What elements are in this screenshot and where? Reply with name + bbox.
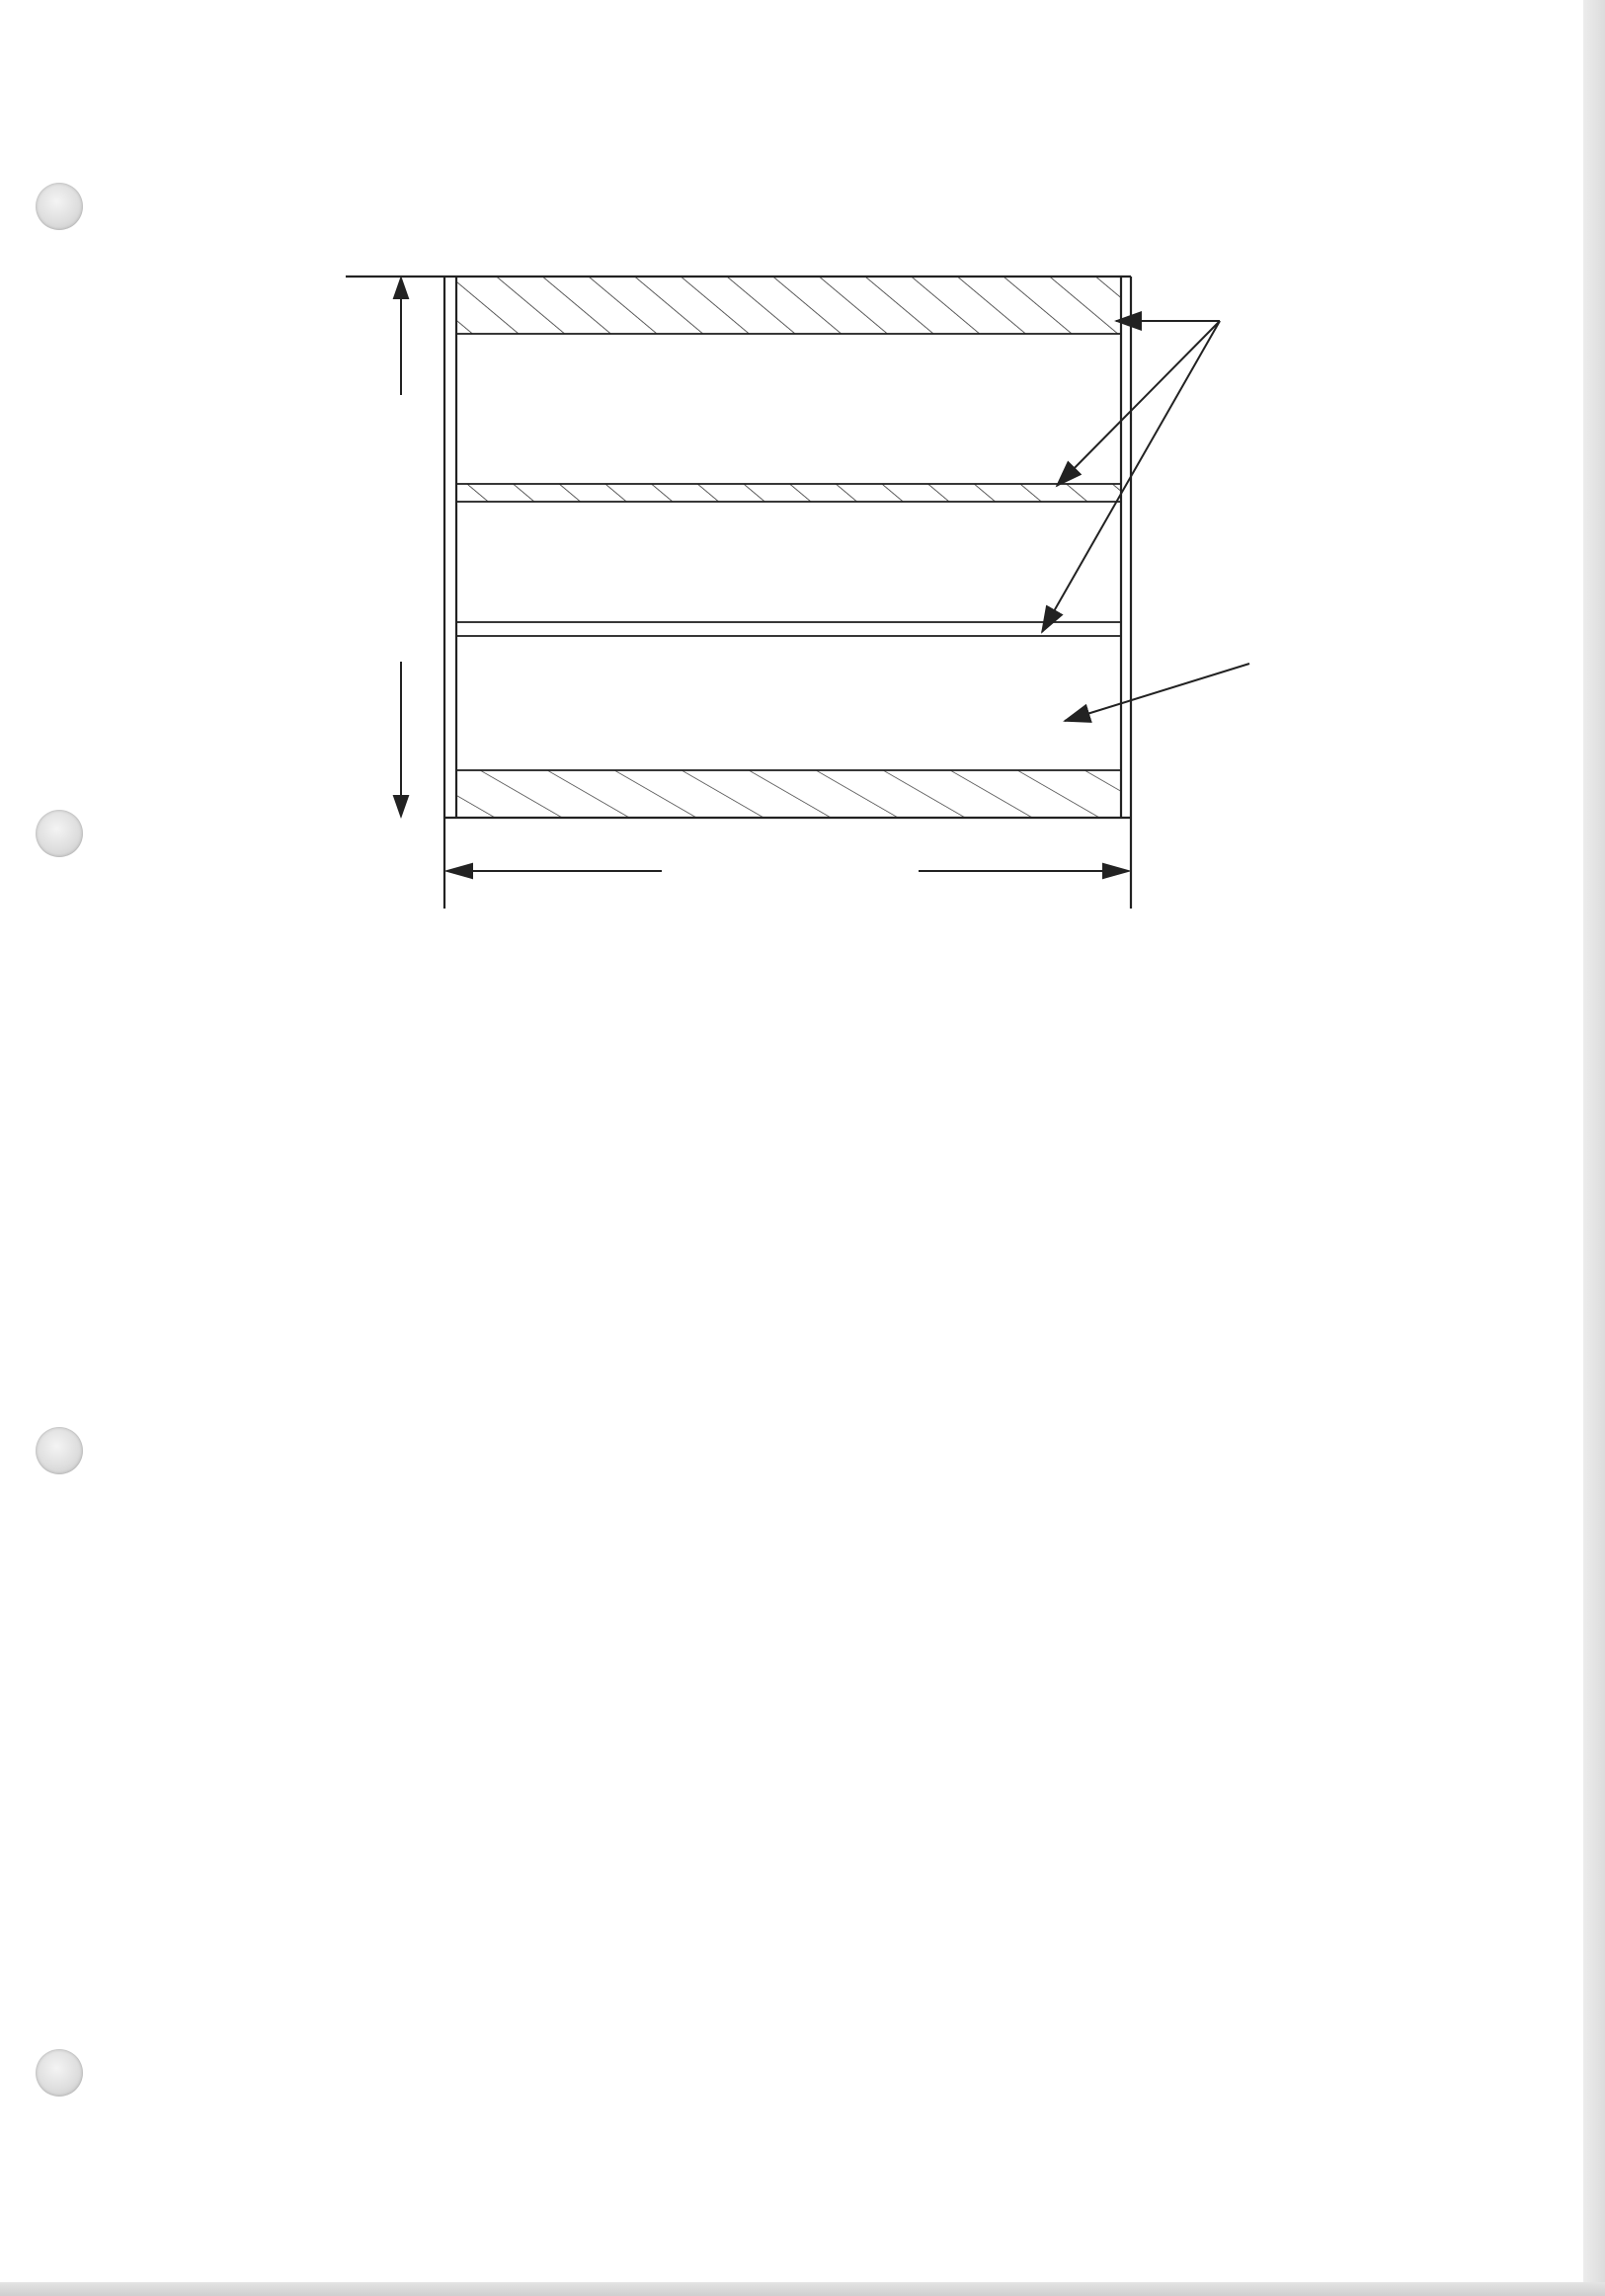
top-cable-slide <box>456 277 1121 334</box>
middle-cable-slide <box>456 484 1121 502</box>
page-bottom-shadow <box>0 2282 1605 2296</box>
height-dimension <box>394 278 408 816</box>
page-edge-shadow <box>1583 0 1605 2296</box>
width-dimension <box>447 864 1128 878</box>
punch-hole-icon <box>36 1427 83 1474</box>
punch-hole-icon <box>36 2049 83 2097</box>
punch-hole-icon <box>36 183 83 230</box>
figure-caption <box>351 963 1358 997</box>
lower-cable-slide <box>456 622 1121 636</box>
slot-number-strip <box>456 770 1121 818</box>
backplane-leader-line <box>1065 664 1249 721</box>
crate-layout-diagram <box>346 267 1462 918</box>
punch-hole-icon <box>36 810 83 857</box>
